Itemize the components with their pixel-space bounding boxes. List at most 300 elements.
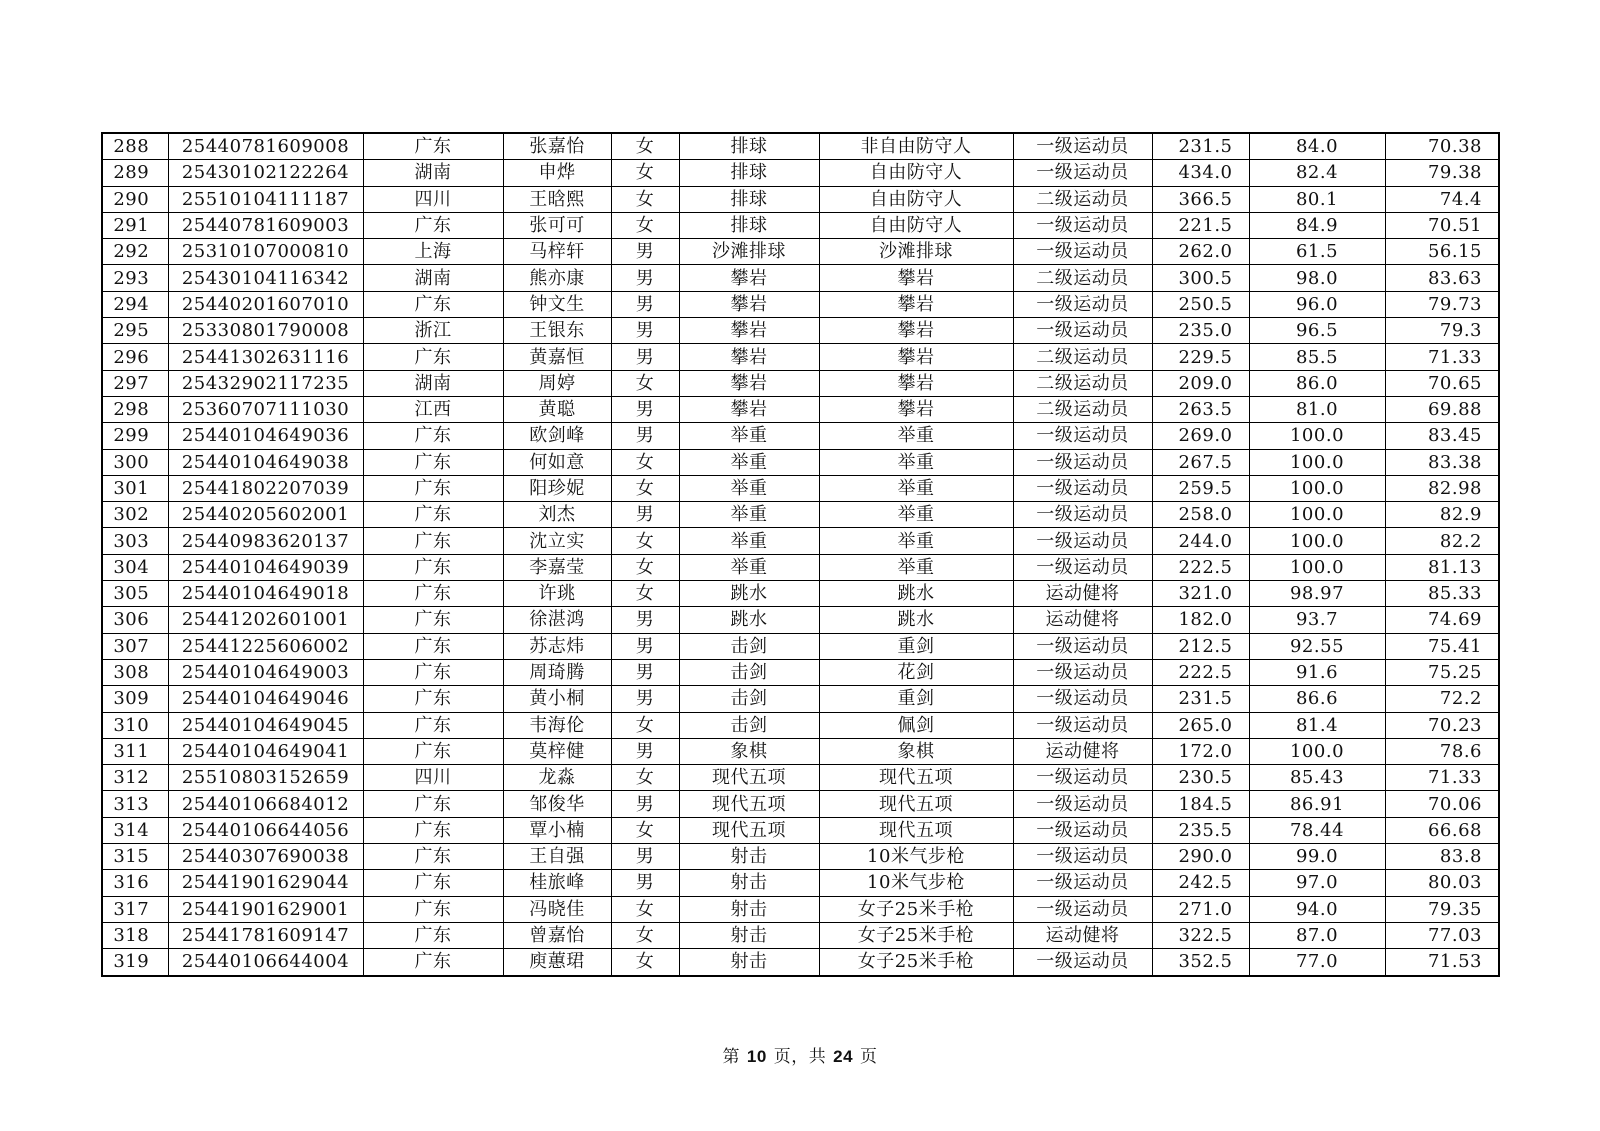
exam-id-cell: 25440106684012 (168, 791, 363, 817)
row-number-cell: 289 (102, 160, 168, 186)
sport-cell: 攀岩 (679, 396, 819, 422)
table-row (102, 817, 1499, 843)
table-row (102, 133, 1499, 160)
sport-cell: 举重 (679, 502, 819, 528)
total-score-cell: 85.33 (1385, 581, 1499, 607)
specialty-score-cell: 84.0 (1249, 133, 1385, 160)
score-cell: 366.5 (1152, 186, 1249, 212)
event-cell: 女子25米手枪 (819, 922, 1013, 948)
table-row (102, 528, 1499, 554)
total-score-cell: 83.38 (1385, 449, 1499, 475)
row-number-cell: 297 (102, 370, 168, 396)
specialty-score-cell: 100.0 (1249, 449, 1385, 475)
score-cell: 222.5 (1152, 554, 1249, 580)
total-score-cell: 75.41 (1385, 633, 1499, 659)
sport-cell: 举重 (679, 423, 819, 449)
athlete-level-cell: 一级运动员 (1013, 160, 1152, 186)
exam-id-cell: 25510104111187 (168, 186, 363, 212)
athlete-level-cell: 一级运动员 (1013, 212, 1152, 238)
table-row (102, 160, 1499, 186)
specialty-score-cell: 97.0 (1249, 870, 1385, 896)
specialty-score-cell: 100.0 (1249, 738, 1385, 764)
table-row (102, 738, 1499, 764)
athlete-level-cell: 一级运动员 (1013, 475, 1152, 501)
total-score-cell: 79.38 (1385, 160, 1499, 186)
specialty-score-cell: 85.43 (1249, 765, 1385, 791)
exam-id-cell: 25432902117235 (168, 370, 363, 396)
name-cell: 周琦腾 (503, 659, 611, 685)
specialty-score-cell: 61.5 (1249, 239, 1385, 265)
row-number-cell: 313 (102, 791, 168, 817)
gender-cell: 女 (611, 133, 679, 160)
athlete-level-cell: 运动健将 (1013, 738, 1152, 764)
athlete-level-cell: 一级运动员 (1013, 633, 1152, 659)
total-score-cell: 70.23 (1385, 712, 1499, 738)
table-row (102, 554, 1499, 580)
score-cell: 235.0 (1152, 318, 1249, 344)
total-score-cell: 66.68 (1385, 817, 1499, 843)
row-number-cell: 301 (102, 475, 168, 501)
province-cell: 广东 (363, 212, 503, 238)
province-cell: 四川 (363, 765, 503, 791)
event-cell: 攀岩 (819, 318, 1013, 344)
province-cell: 广东 (363, 607, 503, 633)
row-number-cell: 300 (102, 449, 168, 475)
gender-cell: 男 (611, 738, 679, 764)
score-cell: 231.5 (1152, 133, 1249, 160)
exam-id-cell: 25440104649038 (168, 449, 363, 475)
gender-cell: 男 (611, 686, 679, 712)
row-number-cell: 317 (102, 896, 168, 922)
row-number-cell: 308 (102, 659, 168, 685)
sport-cell: 攀岩 (679, 265, 819, 291)
score-cell: 231.5 (1152, 686, 1249, 712)
athlete-level-cell: 一级运动员 (1013, 423, 1152, 449)
name-cell: 欧剑峰 (503, 423, 611, 449)
province-cell: 广东 (363, 712, 503, 738)
event-cell: 现代五项 (819, 765, 1013, 791)
province-cell: 广东 (363, 659, 503, 685)
gender-cell: 男 (611, 239, 679, 265)
row-number-cell: 291 (102, 212, 168, 238)
table-row (102, 949, 1499, 976)
event-cell: 花剑 (819, 659, 1013, 685)
name-cell: 周婷 (503, 370, 611, 396)
score-cell: 263.5 (1152, 396, 1249, 422)
event-cell: 现代五项 (819, 791, 1013, 817)
province-cell: 广东 (363, 870, 503, 896)
table-row (102, 870, 1499, 896)
name-cell: 冯晓佳 (503, 896, 611, 922)
province-cell: 广东 (363, 844, 503, 870)
name-cell: 马梓轩 (503, 239, 611, 265)
total-score-cell: 71.53 (1385, 949, 1499, 976)
total-score-cell: 80.03 (1385, 870, 1499, 896)
specialty-score-cell: 80.1 (1249, 186, 1385, 212)
exam-id-cell: 25441225606002 (168, 633, 363, 659)
athlete-level-cell: 一级运动员 (1013, 949, 1152, 976)
sport-cell: 现代五项 (679, 791, 819, 817)
specialty-score-cell: 100.0 (1249, 475, 1385, 501)
sport-cell: 排球 (679, 160, 819, 186)
gender-cell: 男 (611, 844, 679, 870)
score-cell: 244.0 (1152, 528, 1249, 554)
gender-cell: 男 (611, 791, 679, 817)
specialty-score-cell: 85.5 (1249, 344, 1385, 370)
specialty-score-cell: 100.0 (1249, 502, 1385, 528)
athlete-level-cell: 一级运动员 (1013, 765, 1152, 791)
athlete-level-cell: 一级运动员 (1013, 318, 1152, 344)
gender-cell: 女 (611, 949, 679, 976)
row-number-cell: 316 (102, 870, 168, 896)
specialty-score-cell: 86.0 (1249, 370, 1385, 396)
table-row (102, 212, 1499, 238)
event-cell: 攀岩 (819, 370, 1013, 396)
sport-cell: 击剑 (679, 686, 819, 712)
event-cell: 沙滩排球 (819, 239, 1013, 265)
score-cell: 265.0 (1152, 712, 1249, 738)
athlete-level-cell: 二级运动员 (1013, 370, 1152, 396)
total-score-cell: 74.4 (1385, 186, 1499, 212)
gender-cell: 女 (611, 922, 679, 948)
province-cell: 湖南 (363, 265, 503, 291)
specialty-score-cell: 91.6 (1249, 659, 1385, 685)
event-cell: 举重 (819, 475, 1013, 501)
event-cell: 女子25米手枪 (819, 949, 1013, 976)
table-body (102, 133, 1499, 976)
gender-cell: 女 (611, 370, 679, 396)
province-cell: 四川 (363, 186, 503, 212)
event-cell: 女子25米手枪 (819, 896, 1013, 922)
event-cell: 重剑 (819, 686, 1013, 712)
specialty-score-cell: 92.55 (1249, 633, 1385, 659)
footer-suffix: 页 (854, 1047, 878, 1067)
sport-cell: 排球 (679, 186, 819, 212)
total-score-cell: 72.2 (1385, 686, 1499, 712)
score-cell: 209.0 (1152, 370, 1249, 396)
exam-id-cell: 25510803152659 (168, 765, 363, 791)
sport-cell: 攀岩 (679, 344, 819, 370)
gender-cell: 女 (611, 528, 679, 554)
table-row (102, 475, 1499, 501)
total-score-cell: 83.45 (1385, 423, 1499, 449)
specialty-score-cell: 96.5 (1249, 318, 1385, 344)
sport-cell: 攀岩 (679, 318, 819, 344)
sport-cell: 现代五项 (679, 765, 819, 791)
name-cell: 王自强 (503, 844, 611, 870)
row-number-cell: 310 (102, 712, 168, 738)
table-row (102, 239, 1499, 265)
name-cell: 王晗熙 (503, 186, 611, 212)
event-cell: 举重 (819, 449, 1013, 475)
total-score-cell: 83.8 (1385, 844, 1499, 870)
name-cell: 李嘉莹 (503, 554, 611, 580)
table-row (102, 712, 1499, 738)
name-cell: 苏志炜 (503, 633, 611, 659)
name-cell: 韦海伦 (503, 712, 611, 738)
exam-id-cell: 25440104649039 (168, 554, 363, 580)
athlete-level-cell: 一级运动员 (1013, 791, 1152, 817)
province-cell: 广东 (363, 449, 503, 475)
event-cell: 攀岩 (819, 344, 1013, 370)
score-cell: 250.5 (1152, 291, 1249, 317)
province-cell: 浙江 (363, 318, 503, 344)
name-cell: 王银东 (503, 318, 611, 344)
sport-cell: 现代五项 (679, 817, 819, 843)
row-number-cell: 306 (102, 607, 168, 633)
total-pages-number: 24 (833, 1047, 854, 1066)
total-score-cell: 70.51 (1385, 212, 1499, 238)
table-row (102, 686, 1499, 712)
score-cell: 230.5 (1152, 765, 1249, 791)
total-score-cell: 74.69 (1385, 607, 1499, 633)
province-cell: 湖南 (363, 160, 503, 186)
table-row (102, 370, 1499, 396)
table-row (102, 318, 1499, 344)
sport-cell: 射击 (679, 844, 819, 870)
row-number-cell: 315 (102, 844, 168, 870)
sport-cell: 跳水 (679, 581, 819, 607)
row-number-cell: 296 (102, 344, 168, 370)
table-row (102, 344, 1499, 370)
sport-cell: 射击 (679, 949, 819, 976)
score-cell: 258.0 (1152, 502, 1249, 528)
table-row (102, 581, 1499, 607)
province-cell: 广东 (363, 581, 503, 607)
event-cell: 现代五项 (819, 817, 1013, 843)
total-score-cell: 79.3 (1385, 318, 1499, 344)
row-number-cell: 290 (102, 186, 168, 212)
gender-cell: 男 (611, 633, 679, 659)
exam-id-cell: 25330801790008 (168, 318, 363, 344)
exam-id-cell: 25360707111030 (168, 396, 363, 422)
row-number-cell: 294 (102, 291, 168, 317)
name-cell: 莫梓健 (503, 738, 611, 764)
exam-id-cell: 25430102122264 (168, 160, 363, 186)
specialty-score-cell: 96.0 (1249, 291, 1385, 317)
province-cell: 湖南 (363, 370, 503, 396)
exam-id-cell: 25441781609147 (168, 922, 363, 948)
province-cell: 广东 (363, 633, 503, 659)
specialty-score-cell: 100.0 (1249, 423, 1385, 449)
score-cell: 221.5 (1152, 212, 1249, 238)
name-cell: 沈立实 (503, 528, 611, 554)
name-cell: 刘杰 (503, 502, 611, 528)
gender-cell: 男 (611, 396, 679, 422)
event-cell: 攀岩 (819, 396, 1013, 422)
athlete-level-cell: 一级运动员 (1013, 133, 1152, 160)
athlete-level-cell: 一级运动员 (1013, 554, 1152, 580)
sport-cell: 举重 (679, 554, 819, 580)
event-cell: 自由防守人 (819, 160, 1013, 186)
results-table (101, 132, 1500, 977)
province-cell: 广东 (363, 738, 503, 764)
event-cell: 举重 (819, 528, 1013, 554)
sport-cell: 举重 (679, 475, 819, 501)
province-cell: 广东 (363, 554, 503, 580)
gender-cell: 男 (611, 659, 679, 685)
gender-cell: 男 (611, 344, 679, 370)
name-cell: 黄嘉恒 (503, 344, 611, 370)
specialty-score-cell: 99.0 (1249, 844, 1385, 870)
province-cell: 江西 (363, 396, 503, 422)
table-row (102, 265, 1499, 291)
table-row (102, 186, 1499, 212)
name-cell: 桂旅峰 (503, 870, 611, 896)
province-cell: 广东 (363, 528, 503, 554)
total-score-cell: 70.38 (1385, 133, 1499, 160)
sport-cell: 排球 (679, 133, 819, 160)
exam-id-cell: 25440104649041 (168, 738, 363, 764)
event-cell: 举重 (819, 502, 1013, 528)
sport-cell: 击剑 (679, 659, 819, 685)
gender-cell: 女 (611, 475, 679, 501)
name-cell: 许珧 (503, 581, 611, 607)
table-row (102, 423, 1499, 449)
row-number-cell: 305 (102, 581, 168, 607)
table-row (102, 502, 1499, 528)
score-cell: 300.5 (1152, 265, 1249, 291)
gender-cell: 男 (611, 423, 679, 449)
table-row (102, 896, 1499, 922)
row-number-cell: 303 (102, 528, 168, 554)
athlete-level-cell: 运动健将 (1013, 607, 1152, 633)
total-score-cell: 71.33 (1385, 765, 1499, 791)
sport-cell: 击剑 (679, 633, 819, 659)
sport-cell: 跳水 (679, 607, 819, 633)
exam-id-cell: 25441901629001 (168, 896, 363, 922)
total-score-cell: 79.73 (1385, 291, 1499, 317)
row-number-cell: 298 (102, 396, 168, 422)
province-cell: 广东 (363, 817, 503, 843)
footer-middle: 页，共 (767, 1047, 833, 1067)
exam-id-cell: 25440201607010 (168, 291, 363, 317)
sport-cell: 攀岩 (679, 291, 819, 317)
event-cell: 重剑 (819, 633, 1013, 659)
row-number-cell: 288 (102, 133, 168, 160)
event-cell: 10米气步枪 (819, 870, 1013, 896)
gender-cell: 男 (611, 291, 679, 317)
score-cell: 212.5 (1152, 633, 1249, 659)
total-score-cell: 81.13 (1385, 554, 1499, 580)
table-row (102, 396, 1499, 422)
row-number-cell: 299 (102, 423, 168, 449)
score-cell: 262.0 (1152, 239, 1249, 265)
province-cell: 广东 (363, 344, 503, 370)
name-cell: 张可可 (503, 212, 611, 238)
event-cell: 攀岩 (819, 291, 1013, 317)
table-row (102, 765, 1499, 791)
row-number-cell: 311 (102, 738, 168, 764)
specialty-score-cell: 81.0 (1249, 396, 1385, 422)
score-cell: 271.0 (1152, 896, 1249, 922)
name-cell: 邹俊华 (503, 791, 611, 817)
gender-cell: 男 (611, 265, 679, 291)
score-cell: 434.0 (1152, 160, 1249, 186)
province-cell: 广东 (363, 475, 503, 501)
exam-id-cell: 25440106644004 (168, 949, 363, 976)
total-score-cell: 71.33 (1385, 344, 1499, 370)
specialty-score-cell: 100.0 (1249, 528, 1385, 554)
gender-cell: 男 (611, 607, 679, 633)
specialty-score-cell: 93.7 (1249, 607, 1385, 633)
specialty-score-cell: 84.9 (1249, 212, 1385, 238)
name-cell: 曾嘉怡 (503, 922, 611, 948)
specialty-score-cell: 94.0 (1249, 896, 1385, 922)
event-cell: 自由防守人 (819, 212, 1013, 238)
athlete-level-cell: 一级运动员 (1013, 659, 1152, 685)
total-score-cell: 82.9 (1385, 502, 1499, 528)
athlete-level-cell: 一级运动员 (1013, 449, 1152, 475)
exam-id-cell: 25440781609008 (168, 133, 363, 160)
gender-cell: 女 (611, 160, 679, 186)
athlete-level-cell: 一级运动员 (1013, 528, 1152, 554)
province-cell: 广东 (363, 686, 503, 712)
athlete-level-cell: 运动健将 (1013, 922, 1152, 948)
sport-cell: 攀岩 (679, 370, 819, 396)
specialty-score-cell: 86.6 (1249, 686, 1385, 712)
athlete-level-cell: 二级运动员 (1013, 344, 1152, 370)
row-number-cell: 319 (102, 949, 168, 976)
table-row (102, 659, 1499, 685)
table-row (102, 844, 1499, 870)
row-number-cell: 318 (102, 922, 168, 948)
gender-cell: 女 (611, 449, 679, 475)
score-cell: 269.0 (1152, 423, 1249, 449)
gender-cell: 女 (611, 186, 679, 212)
score-cell: 235.5 (1152, 817, 1249, 843)
specialty-score-cell: 81.4 (1249, 712, 1385, 738)
event-cell: 攀岩 (819, 265, 1013, 291)
table-row (102, 922, 1499, 948)
specialty-score-cell: 98.0 (1249, 265, 1385, 291)
gender-cell: 男 (611, 318, 679, 344)
gender-cell: 男 (611, 502, 679, 528)
score-cell: 172.0 (1152, 738, 1249, 764)
name-cell: 徐湛鸿 (503, 607, 611, 633)
total-score-cell: 75.25 (1385, 659, 1499, 685)
score-cell: 267.5 (1152, 449, 1249, 475)
name-cell: 黄聪 (503, 396, 611, 422)
total-score-cell: 56.15 (1385, 239, 1499, 265)
gender-cell: 女 (611, 212, 679, 238)
score-cell: 259.5 (1152, 475, 1249, 501)
total-score-cell: 82.2 (1385, 528, 1499, 554)
athlete-level-cell: 一级运动员 (1013, 291, 1152, 317)
name-cell: 申烨 (503, 160, 611, 186)
row-number-cell: 304 (102, 554, 168, 580)
exam-id-cell: 25440983620137 (168, 528, 363, 554)
table-row (102, 633, 1499, 659)
gender-cell: 女 (611, 554, 679, 580)
athlete-level-cell: 一级运动员 (1013, 502, 1152, 528)
province-cell: 广东 (363, 423, 503, 449)
gender-cell: 女 (611, 581, 679, 607)
athlete-level-cell: 二级运动员 (1013, 186, 1152, 212)
current-page-number: 10 (746, 1047, 767, 1066)
total-score-cell: 79.35 (1385, 896, 1499, 922)
province-cell: 广东 (363, 922, 503, 948)
specialty-score-cell: 77.0 (1249, 949, 1385, 976)
province-cell: 广东 (363, 791, 503, 817)
exam-id-cell: 25440104649018 (168, 581, 363, 607)
specialty-score-cell: 87.0 (1249, 922, 1385, 948)
name-cell: 庾蕙珺 (503, 949, 611, 976)
row-number-cell: 314 (102, 817, 168, 843)
athlete-level-cell: 一级运动员 (1013, 712, 1152, 738)
name-cell: 熊亦康 (503, 265, 611, 291)
specialty-score-cell: 82.4 (1249, 160, 1385, 186)
